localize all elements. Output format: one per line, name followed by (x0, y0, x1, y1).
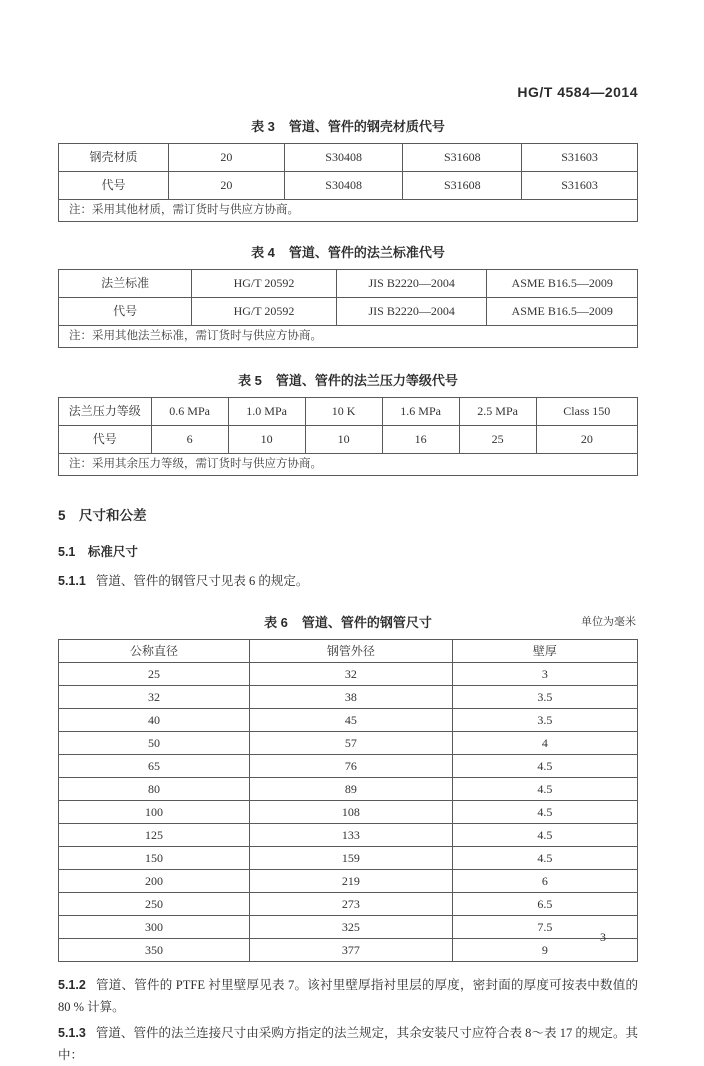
table-cell: 4.5 (452, 824, 637, 847)
table-row (59, 270, 638, 298)
table-cell: 0.6 MPa (151, 398, 228, 426)
table-cell: 4.5 (452, 847, 637, 870)
table-cell: 4.5 (452, 778, 637, 801)
table-cell: ASME B16.5—2009 (487, 298, 638, 326)
table-cell: 89 (250, 778, 453, 801)
table-cell: S31608 (403, 144, 522, 172)
table-row (59, 801, 638, 824)
table3 (58, 143, 638, 222)
table6 (58, 639, 638, 962)
table6-caption-title: 管道、管件的钢管尺寸 (301, 615, 432, 630)
table-row (59, 709, 638, 732)
paragraph-5-1-1 (58, 570, 638, 592)
table-cell: 350 (59, 939, 250, 962)
table-row (59, 686, 638, 709)
table-cell: 代号 (59, 298, 192, 326)
table-cell: 273 (250, 893, 453, 916)
table-cell: 50 (59, 732, 250, 755)
table-cell: 300 (59, 916, 250, 939)
doc-number-header: HG/T 4584—2014 (517, 84, 638, 100)
table-cell: 10 (305, 426, 382, 454)
table-cell: 108 (250, 801, 453, 824)
table-cell: 133 (250, 824, 453, 847)
table-cell: S31603 (522, 172, 638, 200)
table-cell: 6.5 (452, 893, 637, 916)
table5-caption-title: 管道、管件的法兰压力等级代号 (275, 373, 458, 388)
table5-caption (58, 370, 638, 389)
table4 (58, 269, 638, 348)
table-cell: 45 (250, 709, 453, 732)
table-cell: 100 (59, 801, 250, 824)
paragraph-5-1-1-number: 5.1.1 (58, 574, 86, 588)
table-row (59, 144, 638, 172)
table-cell: 3.5 (452, 709, 637, 732)
table4-caption-label: 表 4 (251, 245, 275, 260)
table6-header-row (59, 640, 638, 663)
table-cell: ASME B16.5—2009 (487, 270, 638, 298)
table4-note-row (59, 326, 638, 348)
table-header-cell: 壁厚 (452, 640, 637, 663)
table-cell: 20 (536, 426, 637, 454)
table-header-cell: 钢管外径 (250, 640, 453, 663)
table-row (59, 732, 638, 755)
section-5-heading: 5 尺寸和公差 (58, 508, 147, 523)
table-cell: 40 (59, 709, 250, 732)
table-cell: JIS B2220—2004 (336, 270, 487, 298)
table-cell: 1.6 MPa (382, 398, 459, 426)
table4-note: 注：采用其他法兰标准，需订货时与供应方协商。 (59, 326, 638, 348)
table-row (59, 398, 638, 426)
table3-caption (58, 116, 638, 135)
paragraph-5-1-3 (58, 1022, 638, 1066)
table-cell: 4.5 (452, 755, 637, 778)
table-cell: 6 (151, 426, 228, 454)
table-cell: 20 (169, 172, 285, 200)
table-row (59, 778, 638, 801)
table3-note: 注：采用其他材质，需订货时与供应方协商。 (59, 200, 638, 222)
table-cell: 57 (250, 732, 453, 755)
table-row (59, 298, 638, 326)
section-5-1-heading: 5.1 标准尺寸 (58, 545, 138, 559)
table5 (58, 397, 638, 476)
table-cell: 4.5 (452, 801, 637, 824)
table-header-cell: 公称直径 (59, 640, 250, 663)
table-cell: 法兰标准 (59, 270, 192, 298)
table-cell: 3 (452, 663, 637, 686)
table-cell: 16 (382, 426, 459, 454)
table3-caption-title: 管道、管件的钢壳材质代号 (288, 119, 445, 134)
table-cell: 150 (59, 847, 250, 870)
table6-caption (58, 612, 638, 631)
paragraph-5-1-1-text: 管道、管件的钢管尺寸见表 6 的规定。 (95, 574, 309, 588)
table4-caption (58, 242, 638, 261)
table-cell: 4 (452, 732, 637, 755)
table-cell: 代号 (59, 426, 152, 454)
table-row (59, 172, 638, 200)
table-cell: 代号 (59, 172, 169, 200)
table6-caption-row (58, 612, 638, 631)
table-cell: JIS B2220—2004 (336, 298, 487, 326)
table-cell: 65 (59, 755, 250, 778)
table-row (59, 755, 638, 778)
paragraph-5-1-3-text: 管道、管件的法兰连接尺寸由采购方指定的法兰规定，其余安装尺寸应符合表 8～表 17 的规定。其中： (58, 1026, 638, 1062)
table-cell: 125 (59, 824, 250, 847)
table-cell: S30408 (284, 172, 403, 200)
table4-caption-title: 管道、管件的法兰标准代号 (288, 245, 445, 260)
table-cell: S30408 (284, 144, 403, 172)
table-cell: 1.0 MPa (228, 398, 305, 426)
table-row (59, 824, 638, 847)
table-row (59, 663, 638, 686)
table-cell: 10 (228, 426, 305, 454)
table5-note-row (59, 454, 638, 476)
table-cell: HG/T 20592 (192, 298, 337, 326)
table-cell: Class 150 (536, 398, 637, 426)
table-cell: 法兰压力等级 (59, 398, 152, 426)
table-cell: HG/T 20592 (192, 270, 337, 298)
table-cell: 76 (250, 755, 453, 778)
table5-caption-label: 表 5 (238, 373, 262, 388)
page-number: 3 (600, 930, 606, 944)
table-cell: 3.5 (452, 686, 637, 709)
table-cell: 250 (59, 893, 250, 916)
table-row (59, 426, 638, 454)
table-cell: 219 (250, 870, 453, 893)
table-cell: S31608 (403, 172, 522, 200)
paragraph-5-1-2-text: 管道、管件的 PTFE 衬里壁厚见表 7。该衬里壁厚指衬里层的厚度，密封面的厚度可按表中数值的 80 % 计算。 (58, 978, 638, 1014)
table3-caption-label: 表 3 (251, 119, 275, 134)
table-cell: 9 (452, 939, 637, 962)
table-row (59, 916, 638, 939)
table-cell: 6 (452, 870, 637, 893)
table6-caption-label: 表 6 (264, 615, 288, 630)
table-cell: 38 (250, 686, 453, 709)
table-cell: 25 (459, 426, 536, 454)
paragraph-5-1-2-number: 5.1.2 (58, 978, 86, 992)
table-cell: 2.5 MPa (459, 398, 536, 426)
table-cell: S31603 (522, 144, 638, 172)
table-row (59, 939, 638, 962)
table-cell: 325 (250, 916, 453, 939)
table-row (59, 870, 638, 893)
table-cell: 7.5 (452, 916, 637, 939)
table-row (59, 893, 638, 916)
table-cell: 32 (59, 686, 250, 709)
paragraph-5-1-2 (58, 974, 638, 1018)
table-cell: 10 K (305, 398, 382, 426)
table-cell: 80 (59, 778, 250, 801)
table-cell: 159 (250, 847, 453, 870)
table-cell: 25 (59, 663, 250, 686)
table-cell: 20 (169, 144, 285, 172)
table3-note-row (59, 200, 638, 222)
table6-unit-note: 单位为毫米 (581, 616, 636, 628)
table-cell: 32 (250, 663, 453, 686)
table-cell: 200 (59, 870, 250, 893)
table-cell: 钢壳材质 (59, 144, 169, 172)
table5-note: 注：采用其余压力等级，需订货时与供应方协商。 (59, 454, 638, 476)
table-cell: 377 (250, 939, 453, 962)
table-row (59, 847, 638, 870)
paragraph-5-1-3-number: 5.1.3 (58, 1026, 86, 1040)
